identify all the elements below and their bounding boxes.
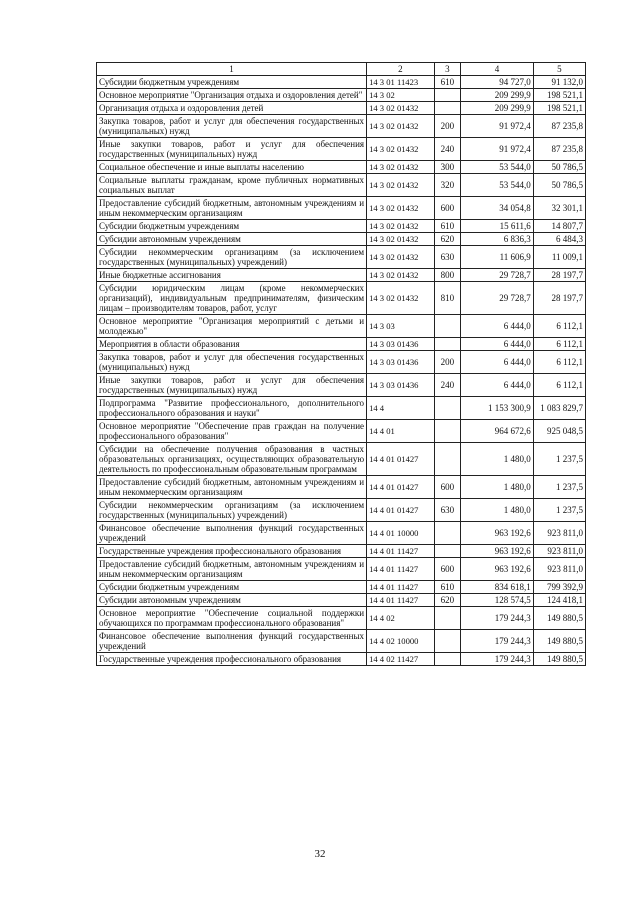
- row-code-cell: 14 3 02 01432: [367, 102, 435, 115]
- table-row: [97, 630, 586, 653]
- row-code-cell: 14 4: [367, 397, 435, 420]
- row-code-cell: 14 4 02 11427: [367, 653, 435, 666]
- table-row: [97, 161, 586, 174]
- table-row: [97, 269, 586, 282]
- row-expense-type-cell: [434, 338, 461, 351]
- row-value-1-cell: 15 611,6: [461, 220, 534, 233]
- row-code-cell: 14 4 01 11427: [367, 545, 435, 558]
- row-expense-type-cell: 600: [434, 558, 461, 581]
- row-code-cell: 14 4 01 01427: [367, 499, 435, 522]
- table-row: [97, 338, 586, 351]
- row-name-cell: Основное мероприятие "Обеспечение прав граждан на получение профессионального образования": [97, 420, 367, 443]
- row-expense-type-cell: 200: [434, 115, 461, 138]
- row-value-1-cell: 209 299,9: [461, 89, 534, 102]
- row-name-cell: Закупка товаров, работ и услуг для обеспечения государственных (муниципальных) нужд: [97, 351, 367, 374]
- row-name-cell: Предоставление субсидий бюджетным, автономным учреждениям и иным некоммерческим организациям: [97, 558, 367, 581]
- row-code-cell: 14 3 02: [367, 89, 435, 102]
- table-row: [97, 420, 586, 443]
- table-row: [97, 581, 586, 594]
- row-value-1-cell: 53 544,0: [461, 161, 534, 174]
- table-row: [97, 545, 586, 558]
- row-name-cell: Предоставление субсидий бюджетным, автономным учреждениям и иным некоммерческим организациям: [97, 476, 367, 499]
- table-row: [97, 282, 586, 315]
- row-value-1-cell: 179 244,3: [461, 653, 534, 666]
- row-value-2-cell: 149 880,5: [533, 630, 585, 653]
- row-name-cell: Субсидии бюджетным учреждениям: [97, 220, 367, 233]
- row-value-2-cell: 11 009,1: [533, 246, 585, 269]
- row-code-cell: 14 3 02 01432: [367, 246, 435, 269]
- row-value-1-cell: 1 480,0: [461, 443, 534, 476]
- row-value-2-cell: 1 237,5: [533, 443, 585, 476]
- row-code-cell: 14 4 01 01427: [367, 443, 435, 476]
- table-row: [97, 558, 586, 581]
- row-value-2-cell: 6 112,1: [533, 374, 585, 397]
- row-value-2-cell: 124 418,1: [533, 594, 585, 607]
- table-row: [97, 351, 586, 374]
- row-expense-type-cell: [434, 397, 461, 420]
- header-row: [97, 63, 586, 76]
- table-row: [97, 522, 586, 545]
- header-col-2: 2: [367, 63, 435, 76]
- row-value-1-cell: 179 244,3: [461, 607, 534, 630]
- row-code-cell: 14 3 02 01432: [367, 220, 435, 233]
- row-code-cell: 14 4 01 01427: [367, 476, 435, 499]
- row-value-1-cell: 94 727,0: [461, 76, 534, 89]
- table-row: [97, 76, 586, 89]
- row-code-cell: 14 3 02 01432: [367, 161, 435, 174]
- row-code-cell: 14 4 01 11427: [367, 581, 435, 594]
- row-value-1-cell: 1 480,0: [461, 499, 534, 522]
- header-col-1: 1: [97, 63, 367, 76]
- row-code-cell: 14 3 02 01432: [367, 197, 435, 220]
- table-row: [97, 607, 586, 630]
- row-code-cell: 14 3 02 01432: [367, 282, 435, 315]
- row-value-1-cell: 91 972,4: [461, 115, 534, 138]
- row-expense-type-cell: 610: [434, 76, 461, 89]
- row-value-1-cell: 964 672,6: [461, 420, 534, 443]
- row-value-2-cell: 799 392,9: [533, 581, 585, 594]
- row-value-2-cell: 87 235,8: [533, 115, 585, 138]
- table-row: [97, 246, 586, 269]
- row-value-1-cell: 963 192,6: [461, 522, 534, 545]
- row-expense-type-cell: 320: [434, 174, 461, 197]
- row-name-cell: Иные бюджетные ассигнования: [97, 269, 367, 282]
- row-value-2-cell: 28 197,7: [533, 269, 585, 282]
- row-value-1-cell: 834 618,1: [461, 581, 534, 594]
- row-value-2-cell: 50 786,5: [533, 161, 585, 174]
- table-row: [97, 594, 586, 607]
- row-expense-type-cell: 300: [434, 161, 461, 174]
- row-value-1-cell: 963 192,6: [461, 558, 534, 581]
- table-row: [97, 499, 586, 522]
- row-value-2-cell: 1 237,5: [533, 476, 585, 499]
- table-row: [97, 653, 586, 666]
- row-code-cell: 14 3 03 01436: [367, 351, 435, 374]
- row-name-cell: Финансовое обеспечение выполнения функций государственных учреждений: [97, 630, 367, 653]
- row-name-cell: Подпрограмма "Развитие профессионального, дополнительного профессионального образования и науки": [97, 397, 367, 420]
- row-expense-type-cell: [434, 102, 461, 115]
- row-expense-type-cell: 810: [434, 282, 461, 315]
- row-value-2-cell: 50 786,5: [533, 174, 585, 197]
- table-row: [97, 374, 586, 397]
- row-value-1-cell: 963 192,6: [461, 545, 534, 558]
- row-name-cell: Основное мероприятие "Обеспечение социальной поддержки обучающихся по программам профессионального образования": [97, 607, 367, 630]
- row-value-1-cell: 6 444,0: [461, 315, 534, 338]
- row-value-2-cell: 198 521,1: [533, 102, 585, 115]
- row-name-cell: Государственные учреждения профессионального образования: [97, 653, 367, 666]
- row-expense-type-cell: 600: [434, 476, 461, 499]
- row-value-1-cell: 6 444,0: [461, 338, 534, 351]
- table-row: [97, 443, 586, 476]
- row-name-cell: Основное мероприятие "Организация мероприятий с детьми и молодежью": [97, 315, 367, 338]
- row-code-cell: 14 4 01 11427: [367, 594, 435, 607]
- row-code-cell: 14 4 02: [367, 607, 435, 630]
- row-expense-type-cell: [434, 89, 461, 102]
- row-value-2-cell: 32 301,1: [533, 197, 585, 220]
- row-name-cell: Субсидии на обеспечение получения образования в частных образовательных организациях, осуществляющих образовательную деятельность по профессиональным образовательным программам: [97, 443, 367, 476]
- row-value-2-cell: 923 811,0: [533, 558, 585, 581]
- row-expense-type-cell: [434, 545, 461, 558]
- row-name-cell: Субсидии бюджетным учреждениям: [97, 76, 367, 89]
- row-name-cell: Мероприятия в области образования: [97, 338, 367, 351]
- row-value-1-cell: 53 544,0: [461, 174, 534, 197]
- row-expense-type-cell: [434, 522, 461, 545]
- row-value-2-cell: 6 112,1: [533, 315, 585, 338]
- row-value-2-cell: 149 880,5: [533, 607, 585, 630]
- row-value-2-cell: 6 112,1: [533, 351, 585, 374]
- header-col-3: 3: [434, 63, 461, 76]
- row-expense-type-cell: [434, 443, 461, 476]
- row-name-cell: Государственные учреждения профессионального образования: [97, 545, 367, 558]
- row-name-cell: Субсидии юридическим лицам (кроме некоммерческих организаций), индивидуальным предпринимателям, физическим лицам – производителям товаров, работ, услуг: [97, 282, 367, 315]
- row-value-2-cell: 923 811,0: [533, 545, 585, 558]
- table-body: [97, 63, 586, 666]
- row-code-cell: 14 3 02 01432: [367, 174, 435, 197]
- table-row: [97, 197, 586, 220]
- row-expense-type-cell: 620: [434, 233, 461, 246]
- row-code-cell: 14 4 02 10000: [367, 630, 435, 653]
- budget-table: [96, 62, 586, 666]
- table-row: [97, 174, 586, 197]
- row-name-cell: Закупка товаров, работ и услуг для обеспечения государственных (муниципальных) нужд: [97, 115, 367, 138]
- row-value-1-cell: 179 244,3: [461, 630, 534, 653]
- row-code-cell: 14 3 02 01432: [367, 233, 435, 246]
- header-col-4: 4: [461, 63, 534, 76]
- row-value-2-cell: 198 521,1: [533, 89, 585, 102]
- table-row: [97, 397, 586, 420]
- page-number: 32: [314, 848, 326, 860]
- row-code-cell: 14 4 01: [367, 420, 435, 443]
- row-name-cell: Субсидии некоммерческим организациям (за исключением государственных (муниципальных) учреждений): [97, 499, 367, 522]
- row-value-1-cell: 91 972,4: [461, 138, 534, 161]
- row-value-1-cell: 209 299,9: [461, 102, 534, 115]
- row-code-cell: 14 3 02 01432: [367, 138, 435, 161]
- row-name-cell: Иные закупки товаров, работ и услуг для обеспечения государственных (муниципальных) нужд: [97, 374, 367, 397]
- row-name-cell: Субсидии бюджетным учреждениям: [97, 581, 367, 594]
- row-expense-type-cell: 240: [434, 138, 461, 161]
- table-row: [97, 315, 586, 338]
- row-value-2-cell: 1 083 829,7: [533, 397, 585, 420]
- table-row: [97, 89, 586, 102]
- row-expense-type-cell: 610: [434, 220, 461, 233]
- row-value-2-cell: 14 807,7: [533, 220, 585, 233]
- row-value-2-cell: 87 235,8: [533, 138, 585, 161]
- row-expense-type-cell: [434, 607, 461, 630]
- row-expense-type-cell: 630: [434, 246, 461, 269]
- row-value-2-cell: 28 197,7: [533, 282, 585, 315]
- row-name-cell: Финансовое обеспечение выполнения функций государственных учреждений: [97, 522, 367, 545]
- row-value-1-cell: 6 836,3: [461, 233, 534, 246]
- row-name-cell: Субсидии автономным учреждениям: [97, 233, 367, 246]
- row-value-1-cell: 11 606,9: [461, 246, 534, 269]
- row-value-2-cell: 91 132,0: [533, 76, 585, 89]
- row-code-cell: 14 4 01 10000: [367, 522, 435, 545]
- row-expense-type-cell: 800: [434, 269, 461, 282]
- row-code-cell: 14 3 01 11423: [367, 76, 435, 89]
- row-name-cell: Субсидии автономным учреждениям: [97, 594, 367, 607]
- row-value-1-cell: 29 728,7: [461, 269, 534, 282]
- row-code-cell: 14 3 03 01436: [367, 374, 435, 397]
- row-value-2-cell: 925 048,5: [533, 420, 585, 443]
- row-value-2-cell: 149 880,5: [533, 653, 585, 666]
- row-value-1-cell: 29 728,7: [461, 282, 534, 315]
- row-value-1-cell: 128 574,5: [461, 594, 534, 607]
- row-code-cell: 14 3 03: [367, 315, 435, 338]
- row-value-1-cell: 34 054,8: [461, 197, 534, 220]
- table-row: [97, 138, 586, 161]
- row-expense-type-cell: 610: [434, 581, 461, 594]
- row-expense-type-cell: [434, 420, 461, 443]
- row-expense-type-cell: [434, 315, 461, 338]
- row-expense-type-cell: [434, 653, 461, 666]
- row-value-2-cell: 1 237,5: [533, 499, 585, 522]
- row-expense-type-cell: 620: [434, 594, 461, 607]
- row-value-1-cell: 1 153 300,9: [461, 397, 534, 420]
- row-name-cell: Иные закупки товаров, работ и услуг для обеспечения государственных (муниципальных) нужд: [97, 138, 367, 161]
- row-code-cell: 14 4 01 11427: [367, 558, 435, 581]
- table-row: [97, 220, 586, 233]
- header-col-5: 5: [533, 63, 585, 76]
- row-value-2-cell: 923 811,0: [533, 522, 585, 545]
- row-name-cell: Социальные выплаты гражданам, кроме публичных нормативных социальных выплат: [97, 174, 367, 197]
- table-row: [97, 102, 586, 115]
- row-expense-type-cell: 240: [434, 374, 461, 397]
- row-expense-type-cell: [434, 630, 461, 653]
- row-code-cell: 14 3 02 01432: [367, 269, 435, 282]
- row-value-1-cell: 1 480,0: [461, 476, 534, 499]
- table-row: [97, 476, 586, 499]
- row-expense-type-cell: 630: [434, 499, 461, 522]
- row-expense-type-cell: 600: [434, 197, 461, 220]
- row-name-cell: Предоставление субсидий бюджетным, автономным учреждениям и иным некоммерческим организациям: [97, 197, 367, 220]
- row-name-cell: Организация отдыха и оздоровления детей: [97, 102, 367, 115]
- row-name-cell: Субсидии некоммерческим организациям (за исключением государственных (муниципальных) учреждений): [97, 246, 367, 269]
- row-expense-type-cell: 200: [434, 351, 461, 374]
- row-name-cell: Основное мероприятие "Организация отдыха и оздоровления детей": [97, 89, 367, 102]
- table-row: [97, 115, 586, 138]
- row-code-cell: 14 3 03 01436: [367, 338, 435, 351]
- row-code-cell: 14 3 02 01432: [367, 115, 435, 138]
- row-value-1-cell: 6 444,0: [461, 351, 534, 374]
- row-value-2-cell: 6 484,3: [533, 233, 585, 246]
- table-row: [97, 233, 586, 246]
- row-name-cell: Социальное обеспечение и иные выплаты населению: [97, 161, 367, 174]
- row-value-2-cell: 6 112,1: [533, 338, 585, 351]
- row-value-1-cell: 6 444,0: [461, 374, 534, 397]
